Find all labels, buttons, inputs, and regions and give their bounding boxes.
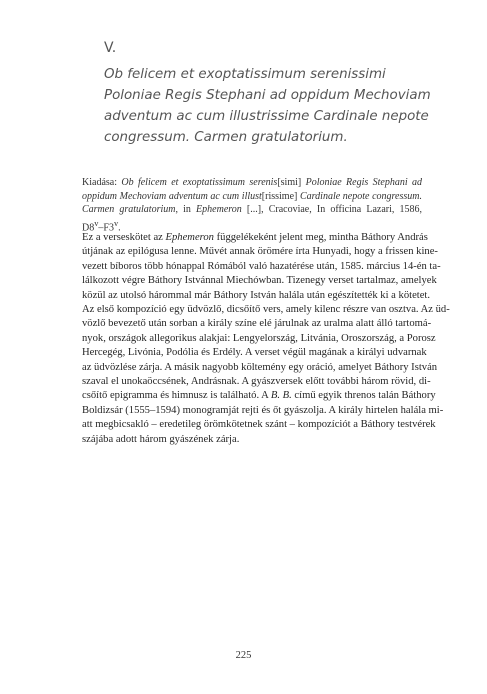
edition-verso-mark: v <box>94 218 99 228</box>
edition-label: Kiadása: <box>82 177 117 188</box>
body-line: csőítő epigramma és himnusz is található. A B. B. című egyik threnos talán Báthory <box>82 390 436 402</box>
italic-title: B. B. <box>270 390 292 402</box>
chapter-number: V. <box>104 40 117 56</box>
edition-title-part-1: Ob felicem et exoptatissimum serenis <box>121 177 278 188</box>
edition-verso-mark: v <box>113 218 119 228</box>
edition-range-end: –F3 <box>98 222 114 234</box>
body-line: vözlő bevezető után sorban a király színe elé járulnak az uralma alatt álló tartomá- <box>82 318 432 330</box>
body-line: vezett bíboros több hónappal Rómából való hazatérése után, 1585. március 14-én ta- <box>82 260 441 272</box>
title-line: adventum ac cum illustrissime Cardinale nepote <box>104 109 429 124</box>
body-line: nyok, országok allegorikus alakjai: Lengyelország, Litvánia, Oroszország, a Porosz <box>82 332 436 344</box>
body-line: közül az utolsó hárommal már Báthory István halála után egészítették ki a kötetet. <box>82 289 431 301</box>
title-line: Ob felicem et exoptatissimum serenissimi <box>104 67 386 82</box>
body-line: útjának az epilógusa lenne. Művét annak örömére írta Hunyadi, hogy a frissen kine- <box>82 246 438 258</box>
body-line: Hercegég, Livónia, Podólia és Erdély. A verset végül magának a királyi udvarnak <box>82 347 427 359</box>
edition-imprint: [...], Cracoviae, In officina Lazari, 1586, D8 <box>82 204 423 234</box>
body-line: szájába adott három gyászének zárja. <box>82 433 240 445</box>
poem-title <box>104 64 431 148</box>
body-line: Ez a verseskötet az Ephemeron függelékeként jelent meg, mintha Báthory András <box>82 232 428 243</box>
body-line: att megbicsakló – eredetileg örömkötetnek szánt – kompozíciót a Báthory testvérek <box>82 419 436 431</box>
page-number: 225 <box>235 650 252 661</box>
body-line: Az első kompozíció egy üdvözlő, dicsőítő vers, amely kilenc részre van osztva. Az üd- <box>82 304 450 316</box>
body-line: Boldizsár (1555–1594) monogramját rejti és őt gyászolja. A király hirtelen halála mi- <box>82 404 444 416</box>
title-line: congressum. Carmen gratulatorium. <box>104 130 348 145</box>
edition-title-part-3: Cardinale nepote congressum. Carmen gratulatorium <box>82 190 422 216</box>
edition-period: . <box>118 222 121 234</box>
edition-title-part-2: Poloniae Regis Stephani ad oppidum Mechoviam adventum ac cum illust <box>82 177 423 202</box>
edition-bracket-1: [simi] <box>277 177 302 188</box>
body-line: lálkozott végre Báthory Istvánnal Miechówban. Tizenegy verset tartalmaz, amelyek <box>82 275 437 287</box>
title-line: Poloniae Regis Stephani ad oppidum Mechoviam <box>104 88 431 103</box>
body-line: az üdvözlése zárja. A másik nagyobb költemény egy oráció, amelyet Báthory István <box>82 361 438 373</box>
edition-source: Ephemeron <box>196 204 242 216</box>
edition-note <box>82 176 422 235</box>
body-paragraph <box>82 231 450 447</box>
edition-in: , in <box>175 204 191 216</box>
italic-title: Ephemeron <box>165 232 214 243</box>
body-line: szaval el unokaöccsének, Andrásnak. A gyászversek előtt további három rövid, di- <box>82 376 431 388</box>
edition-bracket-2: [rissime] <box>261 190 298 202</box>
